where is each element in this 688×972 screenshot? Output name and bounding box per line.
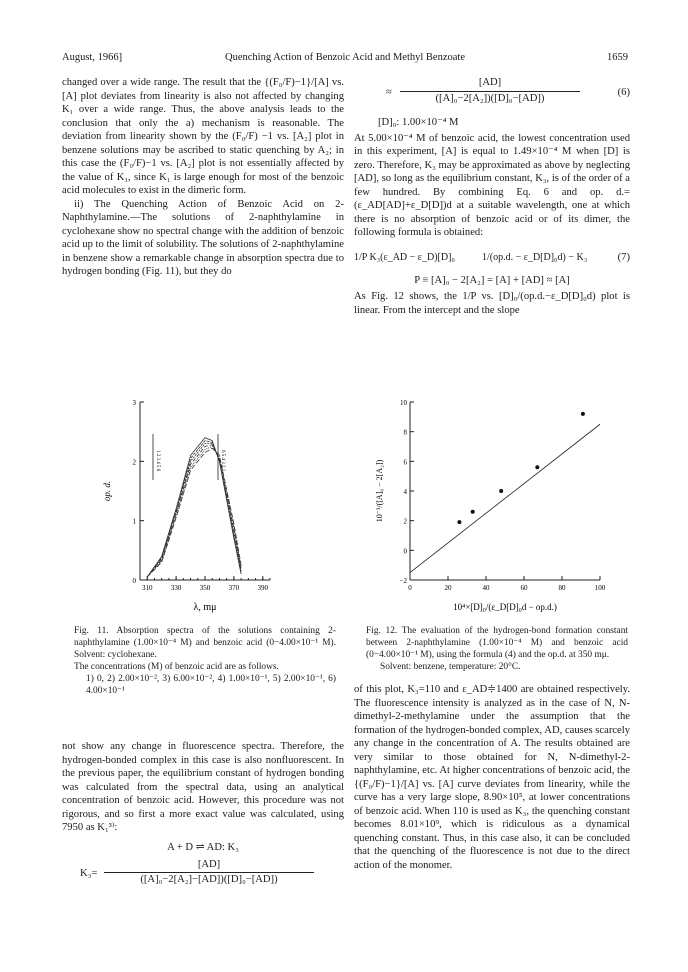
fig11-y-tick-label: 1 [132, 517, 136, 526]
eq6-numerator: [AD] [400, 76, 580, 92]
header-title: Quenching Action of Benzoic Acid and Methyl Benzoate [225, 52, 465, 63]
equation-6: ≈ $\frac{[AD]}{\text{([A]₀−2[A₂])([D]₀−[AD])}}$ (6) [386, 77, 630, 104]
fig11-y-label: op. d. [102, 480, 112, 502]
fig12-y-tick-label: 2 [403, 517, 407, 526]
k3-denominator: ([A]₀−2[A₂]−[AD])([D]₀−[AD]) [140, 873, 278, 885]
fig12-x-tick-label: 20 [444, 584, 452, 592]
fig11-x-tick-label: 370 [228, 584, 240, 592]
fig12-x-tick-label: 40 [482, 584, 490, 592]
paragraph-section-ii: ii) The Quenching Action of Benzoic Acid on 2-Naphthylamine.—The solutions of 2-naphthylamine in cyclohexane show no spectral change with the addition of benzoic acid up to the limit of solubility. The solutions of 2-naphthylamine in benzene show a remarkable change in absorption spectra due to hydrogen bonding (Fig. 11), but they do [62, 198, 344, 277]
fig12-caption: Fig. 12. The evaluation of the hydrogen-bond formation constant between 2-naphthylamine (1.00×10⁻⁴ M) and benzoic acid (0−4.00×10⁻¹ M), using the formula (4) and the op.d. at 350 mμ. [366, 626, 628, 660]
paragraph-fig12-intro: As Fig. 12 shows, the 1/P vs. [D]₀/(op.d.−ε_D[D]₀d) plot is linear. From the intercept and the slope [354, 291, 630, 316]
fig11-x-label: λ, mμ [193, 602, 217, 613]
figure-11 [70, 392, 350, 622]
equation-7: 1/P K₃(ε_AD − ε_D)[D]₀ 1/(op.d. − ε_D[D]₀d) − K₃ (7) [354, 251, 630, 263]
equation-k3: K₃= $\frac{[AD]}{\text{([A]₀−2[A₂]−[AD])([D]₀−[AD])}}$ [62, 858, 344, 892]
fig12-x-tick-label: 80 [558, 584, 566, 592]
fig12-x-tick-label: 100 [594, 584, 606, 592]
fig12-y-tick-label: 4 [403, 488, 407, 496]
left-column-top [62, 76, 344, 279]
fig12-caption-solvent: Solvent: benzene, temperature: 20°C. [380, 662, 521, 672]
fig12-x-tick-label: 60 [520, 584, 528, 592]
fig12-data-point [457, 520, 461, 524]
right-column-top [354, 76, 630, 317]
fig12-x-label: 10⁴×[D]₀/(ε_D[D]₀d − op.d.) [453, 602, 557, 612]
fig11-x-tick-label: 390 [257, 584, 269, 592]
eq6-number: (6) [617, 87, 630, 98]
fig12-x-tick-label: 0 [408, 584, 412, 592]
fig11-y-tick-label: 3 [132, 399, 136, 407]
eq6-condition: [D]₀: 1.00×10⁻⁴ M [378, 117, 459, 128]
fig11-caption-block [74, 625, 336, 697]
fig11-caption-conc: The concentrations (M) of benzoic acid are as follows. [74, 662, 279, 672]
k3-numerator: [AD] [104, 858, 314, 873]
fig12-y-tick-label: 10 [400, 399, 407, 407]
fig11-x-tick-label: 310 [141, 584, 153, 592]
fig11-x-tick-label: 330 [170, 584, 182, 592]
fig12-data-point [499, 489, 503, 493]
fig11-arrow-up-label: 1 2 3 4 5 6 [155, 450, 160, 472]
fig12-caption-block [366, 625, 628, 673]
fig12-y-label: 10⁻³/([A]₀ − 2[A₂]) [375, 459, 384, 523]
paragraph-results: of this plot, K₃=110 and ε_AD≑1400 are obtained respectively. The fluorescence intensity is analyzed as in the case of N, N-dimethyl-2-methylamine under the assumption that the formation of the hydrogen-bonded complex, AD, causes scarcely any change in the concentration of A. The results obtained are very similar to those obtained for N, N-dimethyl-2-naphthylamine, etc. At higher concentrations of benzoic acid, the {(F₀/F)−1}/[A] vs. [A] curve deviates from linearity, while the curve has a very large slope, 8.90×10⁵, at lower concentrations of benzoic acid. When 110 is used as K₃, the quenching constant becomes 8.01×10⁹, which is ridiculous as a dynamical quenching constant. Thus, in this case also, it can be concluded that the quenching of the fluorescence is not due to the direct action of the monomer. [354, 684, 630, 871]
fig12-y-tick-label: −2 [399, 577, 407, 585]
eq7-number: (7) [617, 251, 630, 263]
header-date: August, 1966] [62, 52, 123, 63]
fig11-caption: Fig. 11. Absorption spectra of the solutions containing 2-naphthylamine (1.00×10⁻⁴ M) and benzoic acid (0−4.00×10⁻¹ M). Solvent: cyclohexane. [74, 626, 336, 660]
fig11-arrow-down-label: 6 5 4 3 2 1 [220, 450, 225, 472]
fig12-y-tick-label: 0 [403, 547, 407, 556]
fig11-series-6 [147, 448, 241, 577]
fig12-data-point [581, 412, 585, 416]
fig12-y-tick-label: 8 [403, 428, 407, 437]
paragraph-nonfluorescent: not show any change in fluorescence spectra. Therefore, the hydrogen-bonded complex in this case is also nonfluorescent. In the previous paper, the equilibrium constant of hydrogen bonding was calculated from the spectral data, using an analytical concentration of benzoic acid. However, this procedure was not rigorous, and so first a more exact value was calculated, using 7950 as K₁³⁾: [62, 741, 344, 833]
fig12-fit-line [410, 424, 600, 572]
equation-p: P ≡ [A]₀ − 2[A₂] = [A] + [AD] ≈ [A] [414, 274, 570, 286]
fig12-plot [360, 392, 630, 622]
fig12-y-tick-label: 6 [403, 458, 407, 467]
left-column-bottom [62, 740, 344, 892]
fig11-caption-list: 1) 0, 2) 2.00×10⁻², 3) 6.00×10⁻², 4) 1.00×10⁻¹, 5) 2.00×10⁻¹, 6) 4.00×10⁻¹ [86, 674, 336, 696]
fig12-data-point [471, 510, 475, 514]
fig11-y-tick-label: 2 [132, 458, 136, 467]
fig11-y-tick-label: 0 [132, 577, 136, 585]
paragraph-concentration: At 5.00×10⁻⁴ M of benzoic acid, the lowest concentration used in this experiment, [A] is equal to 1.49×10⁻⁴ M when [D] is zero. Therefore, K₃ may be approximated as above by neglecting [AD], so long as the equilibrium constant, K₃, is of the order of a few hundred. By combining Eq. 6 and op. d.=(ε_AD[AD]+ε_D[D])d at a suitable wavelength, one at which there is no absorption of benzoic acid or of its dimer, the following formula is obtained: [354, 132, 630, 238]
equation-ad: A + D ⇌ AD: K₃ [167, 841, 239, 853]
eq6-denominator: ([A]₀−2[A₂])([D]₀−[AD]) [435, 92, 545, 104]
paragraph-mechanism: changed over a wide range. The result that the {(F₀/F)−1}/[A] vs. [A] plot deviates from linearity is also not affected by changing K₁ over a wide range. Thus, the above analysis leads to the conclusion that only the a) mechanism is reasonable. The deviation from linearity shown by the (F₀/F) −1 vs. [A₂] plot in benzene solutions may be ascribed to static quenching by A₂; in this case the (F₀/F)−1 vs. [A₂] plot is not essentially affected by the value of K₁, since K₁ is large enough for most of the benzoic acid molecules to exist in the dimeric form. [62, 77, 344, 196]
fig12-data-point [535, 465, 539, 469]
fig11-x-tick-label: 350 [199, 584, 211, 592]
fig11-series-1 [147, 438, 241, 577]
fig11-plot [70, 392, 350, 622]
figure-12 [360, 392, 630, 622]
right-column-bottom [354, 683, 630, 872]
page-number: 1659 [607, 52, 628, 63]
